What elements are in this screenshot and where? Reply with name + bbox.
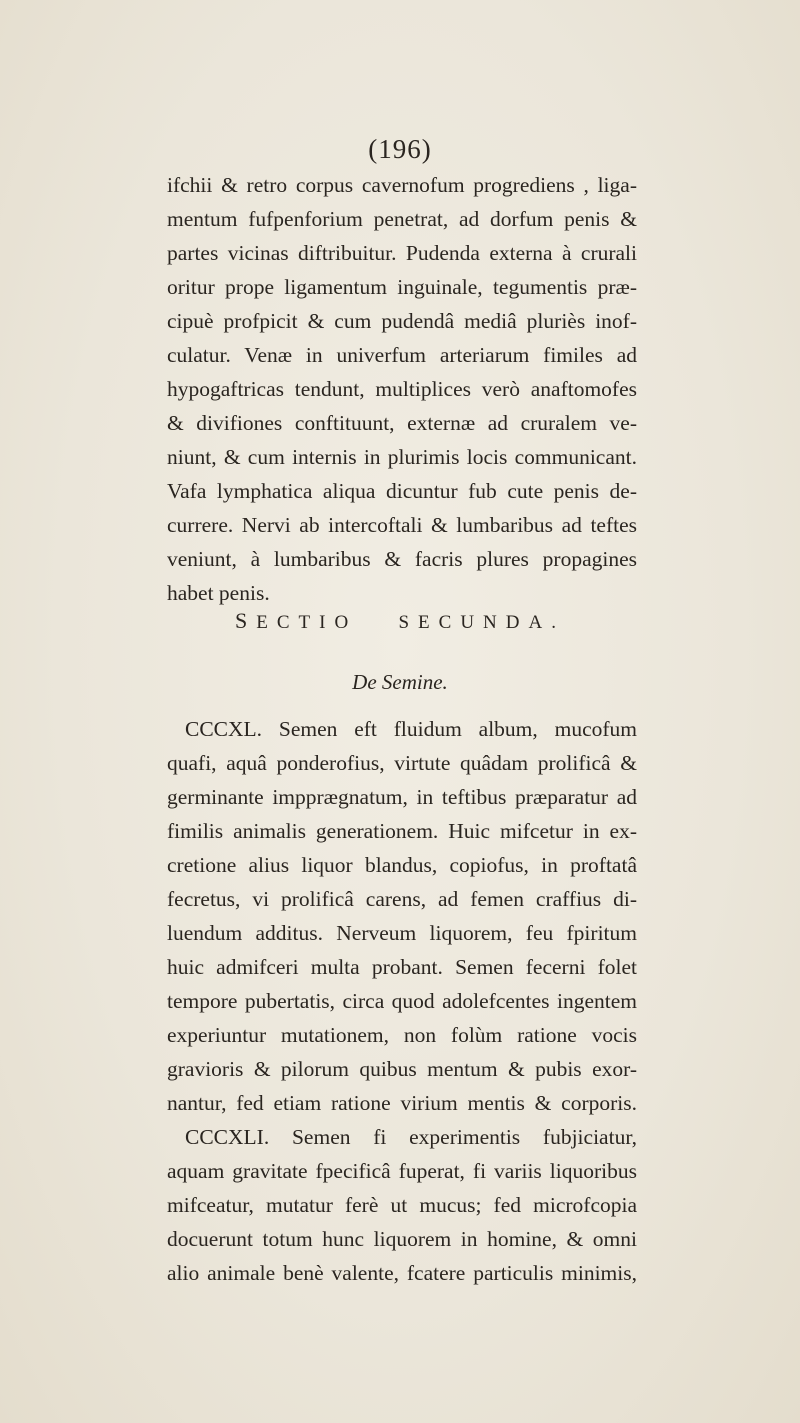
text-line: veniunt, à lumbaribus & facris plures propagines	[167, 547, 637, 571]
text-line: quafi, aquâ ponderofius, virtute quâdam prolificâ &	[167, 751, 637, 775]
text-line: hypogaftricas tendunt, multiplices verò anaftomofes	[167, 377, 637, 401]
section-title-word-2: SECUNDA.	[398, 612, 565, 633]
text-line: aquam gravitate fpecificâ fuperat, fi variis liquoribus	[167, 1159, 637, 1183]
text-line: niunt, & cum internis in plurimis locis communicant.	[167, 445, 637, 469]
text-line: mifceatur, mutatur ferè ut mucus; fed microfcopia	[167, 1193, 637, 1217]
text-line: fimilis animalis generationem. Huic mifcetur in ex-	[167, 819, 637, 843]
section-title	[0, 608, 800, 634]
text-line: cipuè profpicit & cum pudendâ mediâ pluriès inof-	[167, 309, 637, 333]
paragraph-anatomy	[167, 168, 637, 610]
text-line: fecretus, vi prolificâ carens, ad femen craffius di-	[167, 887, 637, 911]
text-line: germinante impprægnatum, in teftibus præparatur ad	[167, 785, 637, 809]
section-title-word-1: ECTIO	[256, 612, 358, 633]
text-line: tempore pubertatis, circa quod adolefcentes ingentem	[167, 989, 637, 1013]
page-number: (196)	[368, 134, 432, 164]
text-line: culatur. Venæ in univerfum arteriarum fimiles ad	[167, 343, 637, 367]
text-line: gravioris & pilorum quibus mentum & pubis exor-	[167, 1057, 637, 1081]
text-line: alio animale benè valente, fcatere particulis minimis,	[167, 1261, 637, 1285]
text-line: cretione alius liquor blandus, copiofus, in proftatâ	[167, 853, 637, 877]
text-line: partes vicinas diftribuitur. Pudenda externa à crurali	[167, 241, 637, 265]
text-line: ifchii & retro corpus cavernofum progrediens , liga-	[167, 173, 637, 197]
text-line: mentum fufpenforium penetrat, ad dorfum penis &	[167, 207, 637, 231]
text-line: habet penis.	[167, 581, 270, 605]
text-line: huic admifceri multa probant. Semen fecerni folet	[167, 955, 637, 979]
paragraph-de-semine	[167, 712, 637, 1290]
text-line: & divifiones conftituunt, externæ ad cruralem ve-	[167, 411, 637, 435]
text-line: Vafa lymphatica aliqua dicuntur fub cute penis de-	[167, 479, 637, 503]
text-line: experiuntur mutationem, non folùm ratione vocis	[167, 1023, 637, 1047]
text-line: docuerunt totum hunc liquorem in homine, & omni	[167, 1227, 637, 1251]
text-line: nantur, fed etiam ratione virium mentis & corporis.	[167, 1091, 637, 1115]
text-line: currere. Nervi ab intercoftali & lumbaribus ad teftes	[167, 513, 637, 537]
text-line: luendum additus. Nerveum liquorem, feu fpiritum	[167, 921, 637, 945]
section-title-initial: S	[235, 608, 257, 633]
text-line: oritur prope ligamentum inguinale, tegumentis præ-	[167, 275, 637, 299]
section-subtitle: De Semine.	[352, 670, 448, 694]
text-line: CCCXL. Semen eft fluidum album, mucofum	[185, 717, 637, 741]
text-line: CCCXLI. Semen fi experimentis fubjiciatur,	[185, 1125, 637, 1149]
